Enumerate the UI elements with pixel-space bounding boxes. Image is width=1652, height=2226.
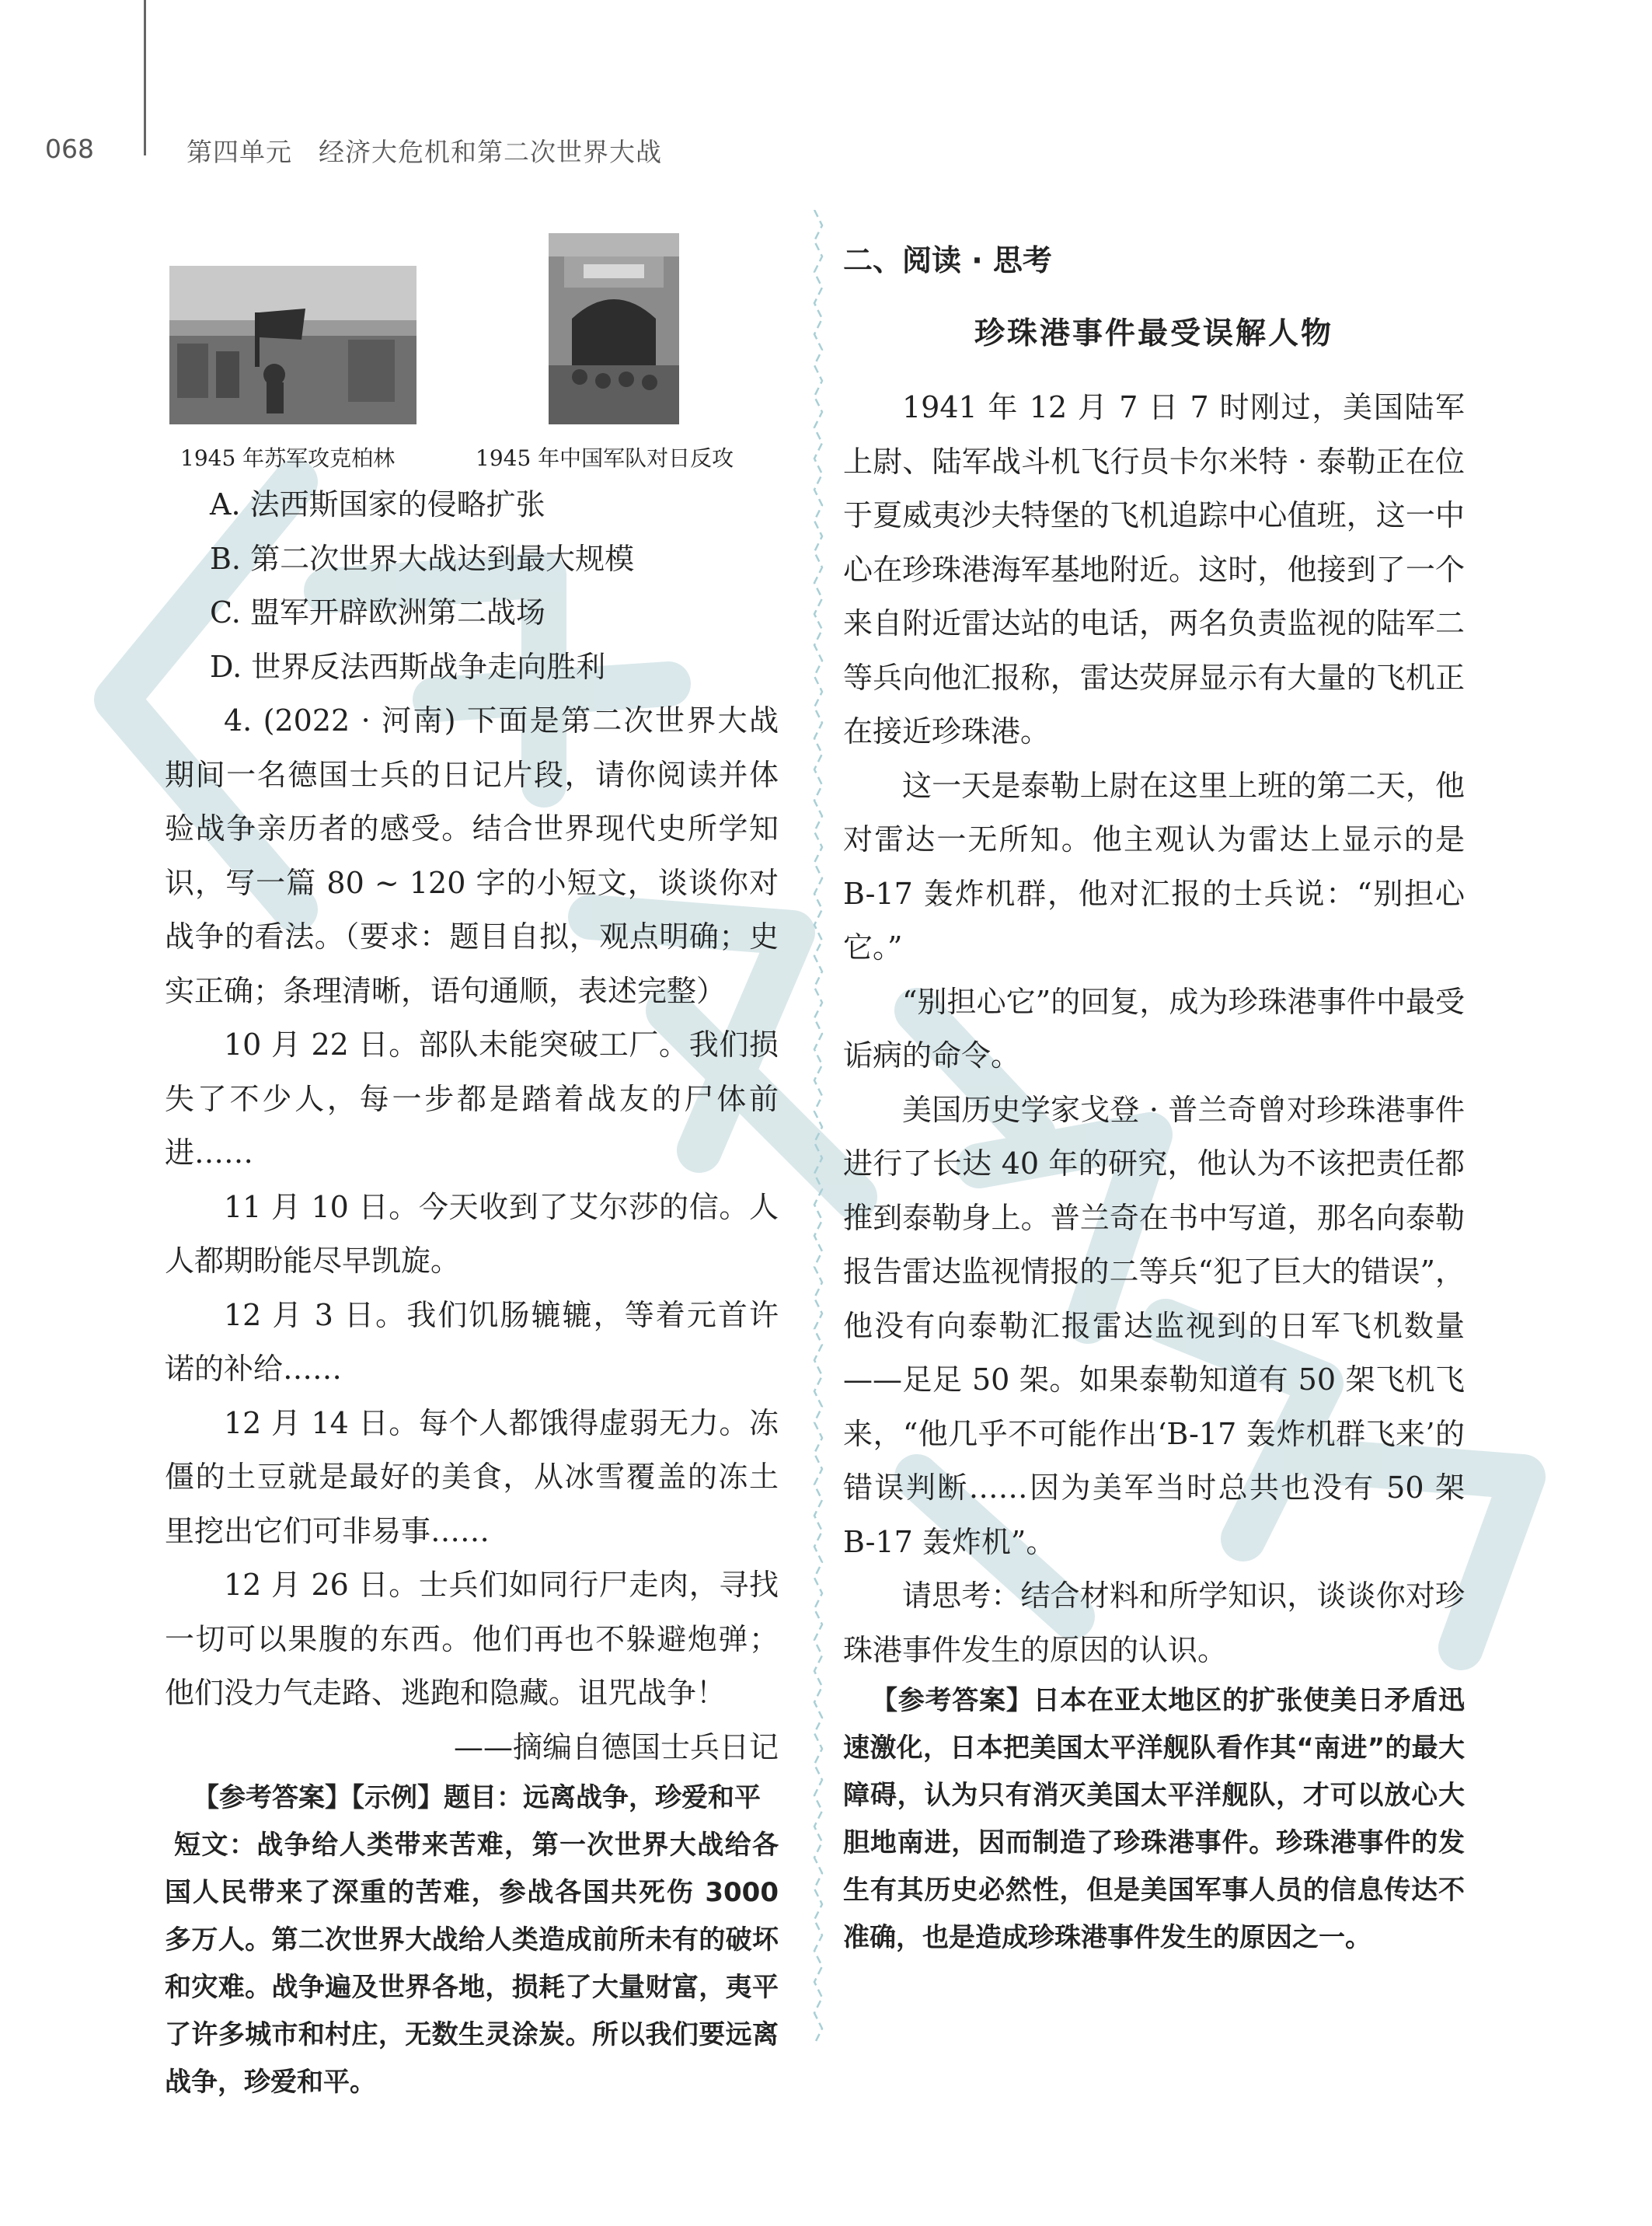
diary-entry: 11 月 10 日。今天收到了艾尔莎的信。人人都期盼能尽早凯旋。 bbox=[165, 1189, 779, 1278]
reference-answer-title: 【参考答案】【示例】题目：远离战争，珍爱和平 bbox=[193, 1782, 761, 1813]
reference-answer: 【参考答案】日本在亚太地区的扩张使美日矛盾迅速激化，日本把美国太平洋舰队看作其“南进”的最大障碍，认为只有消灭美国太平洋舰队，才可以放心大胆地南进，因而制造了珍珠港事件。珍珠港事件的发生有其历史必然性，但是美国军事人员的信息传达不准确，也是造成珍珠港事件发生的原因之一。 bbox=[843, 1685, 1465, 1953]
thinking-question: 请思考：结合材料和所学知识，谈谈你对珍珠港事件发生的原因的认识。 bbox=[843, 1579, 1465, 1667]
article-paragraph: 美国历史学家戈登 · 普兰奇曾对珍珠港事件进行了长达 40 年的研究，他认为不该把责任都推到泰勒身上。普兰奇在书中写道，那名向泰勒报告雷达监视情报的二等兵“犯了巨大的错误”，他没有向泰勒汇报雷达监视到的日军飞机数量——足足 50 架。如果泰勒知道有 50 架飞机飞来，“他几乎不可能作出‘B-17 轰炸机群飞来’的错误判断……因为美军当时总共也没有 50 架 B-17 轰炸机”。 bbox=[843, 1092, 1465, 1559]
option-c: C. 盟军开辟欧洲第二战场 bbox=[210, 595, 545, 630]
option-d: D. 世界反法西斯战争走向胜利 bbox=[210, 649, 606, 684]
reference-answer-body: 短文：战争给人类带来苦难，第一次世界大战给各国人民带来了深重的苦难，参战各国共死伤 3000 多万人。第二次世界大战给人类造成前所未有的破坏和灾难。战争遍及世界各地，损耗了大量财富，夷平了许多城市和村庄，无数生灵涂炭。所以我们要远离战争，珍爱和平。 bbox=[165, 1830, 779, 2098]
diary-entry: 12 月 26 日。士兵们如同行尸走肉，寻找一切可以果腹的东西。他们再也不躲避炮弹；他们没力气走路、逃跑和隐藏。诅咒战争！ bbox=[165, 1568, 779, 1710]
right-column bbox=[843, 233, 1465, 1962]
diary-source: ——摘编自德国士兵日记 bbox=[453, 1729, 779, 1764]
header-rule bbox=[144, 0, 146, 155]
diary-entry: 10 月 22 日。部队未能突破工厂。我们损失了不少人，每一步都是踏着战友的尸体前进…… bbox=[165, 1028, 779, 1170]
section-heading: 二、阅读 · 思考 bbox=[843, 243, 1052, 277]
photo-china-counteroffensive bbox=[549, 233, 679, 424]
left-column bbox=[165, 478, 779, 2106]
article-paragraph: 这一天是泰勒上尉在这里上班的第二天，他对雷达一无所知。他主观认为雷达上显示的是 B-17 轰炸机群，他对汇报的士兵说：“别担心它。” bbox=[843, 768, 1465, 965]
diary-entry: 12 月 14 日。每个人都饿得虚弱无力。冻僵的土豆就是最好的美食，从冰雪覆盖的冻土里挖出它们可非易事…… bbox=[165, 1405, 779, 1548]
article-title: 珍珠港事件最受误解人物 bbox=[974, 316, 1333, 351]
question-4: 4. (2022 · 河南) 下面是第二次世界大战期间一名德国士兵的日记片段，请你阅读并体验战争亲历者的感受。结合世界现代史所学知识，写一篇 80 ~ 120 字的小短文，谈谈你对战争的看法。（要求：题目自拟，观点明确；史实正确；条理清晰，语句通顺，表述完整） bbox=[165, 703, 779, 1008]
article-paragraph: 1941 年 12 月 7 日 7 时刚过，美国陆军上尉、陆军战斗机飞行员卡尔米特 · 泰勒正在位于夏威夷沙夫特堡的飞机追踪中心值班，这一中心在珍珠港海军基地附近。这时，他接到了一个来自附近雷达站的电话，两名负责监视的陆军二等兵向他汇报称，雷达荧屏显示有大量的飞机正在接近珍珠港。 bbox=[843, 390, 1465, 748]
column-divider bbox=[810, 210, 827, 2044]
photo-caption: 1945 年中国军队对日反攻 bbox=[476, 445, 734, 471]
diary-entry: 12 月 3 日。我们饥肠辘辘，等着元首许诺的补给…… bbox=[165, 1297, 779, 1386]
page-number: 068 bbox=[45, 134, 94, 164]
unit-title: 第四单元 经济大危机和第二次世界大战 bbox=[186, 137, 662, 167]
photo-caption: 1945 年苏军攻克柏林 bbox=[180, 445, 396, 471]
option-a: A. 法西斯国家的侵略扩张 bbox=[210, 487, 545, 522]
article-paragraph: “别担心它”的回复，成为珍珠港事件中最受诟病的命令。 bbox=[843, 984, 1465, 1073]
photo-soviet-berlin bbox=[169, 266, 416, 424]
option-b: B. 第二次世界大战达到最大规模 bbox=[210, 541, 635, 576]
